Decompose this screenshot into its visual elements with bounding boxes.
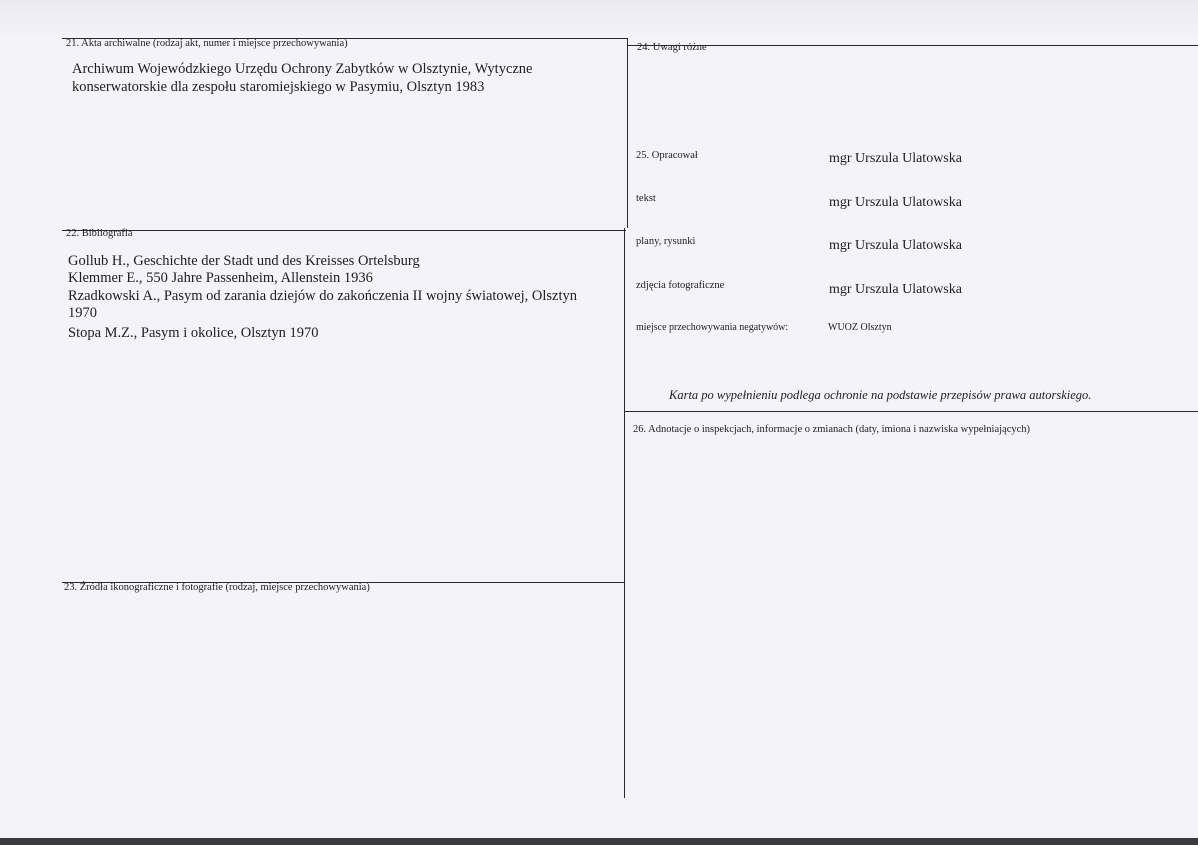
bibliography-line-4: 1970: [68, 305, 97, 321]
prepared-by-label: 25. Opracował: [636, 150, 698, 161]
section-21-line-2: konserwatorskie dla zespołu staromiejskiego w Pasymiu, Olsztyn 1983: [72, 79, 485, 95]
rule-26: [625, 411, 1198, 412]
section-23-label: 23. Źródła ikonograficzne i fotografie (rodzaj, miejsce przechowywania): [64, 582, 370, 593]
center-divider-lower: [624, 228, 625, 798]
top-rule-right: [628, 45, 1198, 46]
bibliography-line-1: Gollub H., Geschichte der Stadt und des Kreisses Ortelsburg: [68, 253, 420, 269]
bibliography-line-5: Stopa M.Z., Pasym i okolice, Olsztyn 1970: [68, 325, 319, 341]
center-divider: [627, 38, 628, 228]
text-label: tekst: [636, 193, 656, 204]
section-26-label: 26. Adnotacje o inspekcjach, informacje o zmianach (daty, imiona i nazwiska wypełniających): [633, 424, 1031, 435]
prepared-by-value: mgr Urszula Ulatowska: [829, 151, 962, 166]
section-24-label: 24. Uwagi różne: [637, 42, 707, 53]
copyright-note: Karta po wypełnieniu podlega ochronie na podstawie przepisów prawa autorskiego.: [669, 388, 1092, 402]
page-top-edge: [0, 0, 1198, 36]
text-value: mgr Urszula Ulatowska: [829, 195, 962, 210]
negatives-location-label: miejsce przechowywania negatywów:: [636, 322, 789, 333]
photos-label: zdjęcia fotograficzne: [636, 280, 725, 291]
plans-value: mgr Urszula Ulatowska: [829, 238, 962, 253]
page-bottom-edge: [0, 838, 1198, 845]
negatives-location-value: WUOZ Olsztyn: [828, 322, 892, 333]
photos-value: mgr Urszula Ulatowska: [829, 282, 962, 297]
rule-22: [62, 230, 626, 231]
section-21-line-1: Archiwum Wojewódzkiego Urzędu Ochrony Zabytków w Olsztynie, Wytyczne: [72, 61, 533, 77]
bibliography-line-3: Rzadkowski A., Pasym od zarania dziejów do zakończenia II wojny światowej, Olsztyn: [68, 288, 577, 304]
plans-label: plany, rysunki: [636, 236, 696, 247]
bibliography-line-2: Klemmer E., 550 Jahre Passenheim, Allenstein 1936: [68, 270, 373, 286]
section-21-label: 21. Akta archiwalne (rodzaj akt, numer i miejsce przechowywania): [66, 38, 348, 49]
section-22-label: 22. Bibliografia: [66, 228, 133, 239]
